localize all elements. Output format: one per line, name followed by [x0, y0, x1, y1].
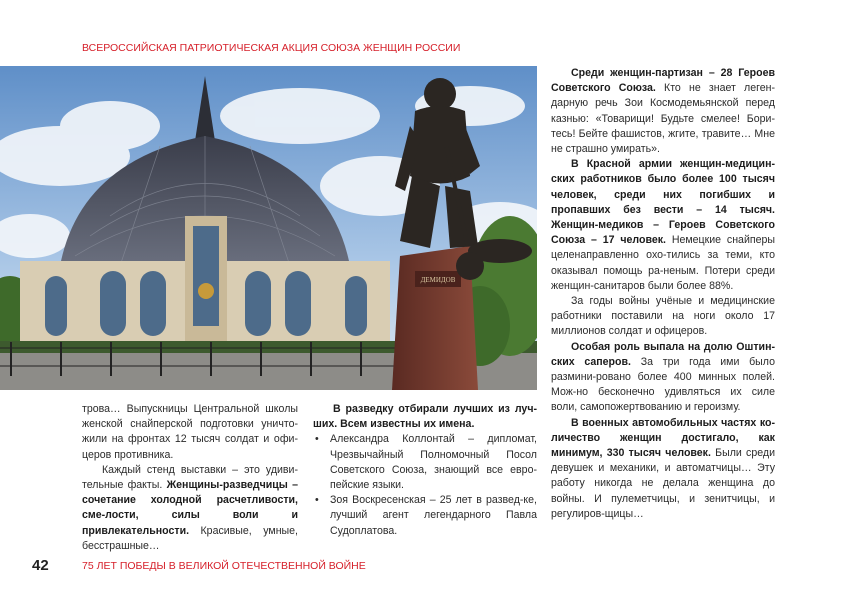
text-column-3 [551, 66, 775, 522]
list-item: • Зоя Воскресенская – 25 лет в развед-ке, лучший агент легендарного Павла Судоплатова. [315, 494, 537, 537]
bold-phrase: Особая роль выпала на долю Оштин-ских саперов. [551, 340, 775, 368]
statue-plate-text: ДЕМИДОВ [420, 276, 456, 284]
paragraph: В Красной армии женщин-медицин-ских работников было более 100 тысяч человек, среди них погибших и пропавших без вести – 14 тысяч. Женщин-медиков – Героев Советского Союза – 17 человек. Немецкие снайперы целенаправленно охо-тились за теми, кто оказывал помощь ра-неным. Потери среди женщин-санитаров были более 88%. [551, 158, 775, 292]
bold-phrase: В Красной армии женщин-медицин-ских работников было более 100 тысяч человек, среди них погибших и пропавших без вести – 14 тысяч. Женщин-медиков – Героев Советского Союза – 17 человек. [551, 158, 775, 247]
paragraph [313, 402, 537, 432]
bullet-icon: • [315, 433, 319, 446]
paragraph: За годы войны учёные и медицинские работники поставили на ноги около 17 миллионов солдат и офицеров. [551, 295, 775, 338]
bold-phrase: В военных автомобильных частях ко-личество женщин достигало, как минимум, 330 тысяч человек. [551, 416, 775, 460]
text-column-1 [82, 402, 298, 554]
paragraph: Среди женщин-партизан – 28 Героев Советского Союза. Кто не знает леген-дарную речь Зои Космодемьянской перед казнью: «Товарищи! Будьте смелее! Бори-тесь! Бейте фашистов, жгите, травите… Мне не страшно умирать». [551, 67, 775, 156]
bold-phrase: Среди женщин-партизан – 28 Героев Советского Союза. [551, 67, 775, 95]
paragraph: Каждый стенд выставки – это удиви-тельные факты. Женщины-разведчицы – сочетание холодной расчетливости, сме-лости, силы воли и привлекательности. Красивые, умные, бесстрашные… [82, 463, 298, 552]
running-footer: 75 ЛЕТ ПОБЕДЫ В ВЕЛИКОЙ ОТЕЧЕСТВЕННОЙ ВОЙНЕ [82, 560, 366, 572]
bold-phrase: Женщины-разведчицы – сочетание холодной расчетливости, сме-лости, силы воли и привлекательности. [82, 479, 298, 537]
paragraph: трова… Выпускницы Центральной школы женской снайперской подготовки уничто-жили на фронтах 12 тысяч солдат и офи-церов противника. [82, 403, 298, 461]
bullet-icon: • [315, 494, 319, 507]
running-header: ВСЕРОССИЙСКАЯ ПАТРИОТИЧЕСКАЯ АКЦИЯ СОЮЗА ЖЕНЩИН РОССИИ [82, 42, 461, 54]
list-item: • Александра Коллонтай – дипломат, Чрезвычайный Полномочный Посол Советского Союза, знающий все евро-пейские языки. [315, 433, 537, 492]
page-number: 42 [32, 557, 49, 574]
bold-phrase: В разведку отбирали лучших из луч-ших. Всем известны их имена. [313, 403, 537, 431]
museum-photo [0, 66, 537, 390]
paragraph: Особая роль выпала на долю Оштин-ских саперов. За три года ими было размини-ровано более 400 минных полей. Мож-но бесконечно удивляться их силе воли, самопожертвованию и героизму. [551, 340, 775, 414]
text-column-2 [313, 402, 537, 539]
paragraph: В военных автомобильных частях ко-личество женщин достигало, как минимум, 330 тысяч человек. Были среди девушек и механики, и автоматчицы… Эту работу никогда не делала женщина до войны. И пулеметчицы, и зенитчицы, и регулиров-щицы… [551, 416, 775, 520]
